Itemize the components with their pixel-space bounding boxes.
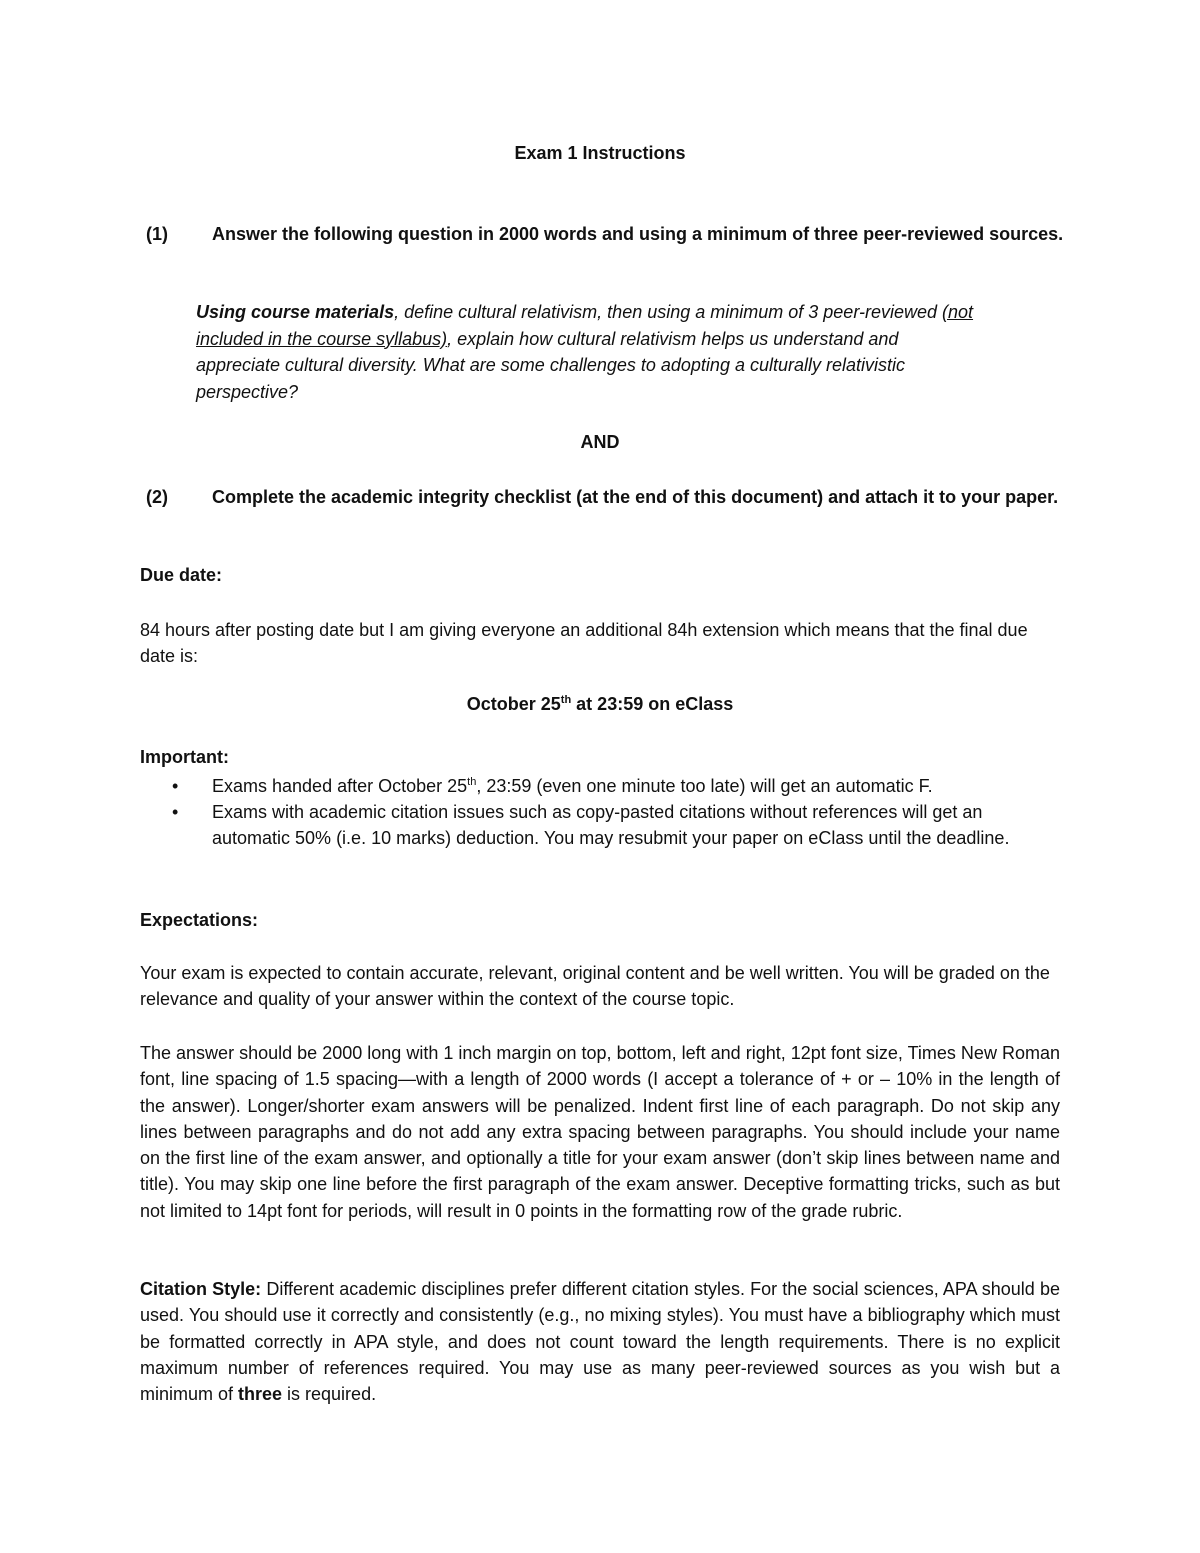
due-date-sup: th — [560, 694, 572, 706]
page-title: Exam 1 Instructions — [514, 143, 686, 163]
question-underlined: (not included in the course syllabus) — [196, 302, 974, 349]
citation-text-1: Different academic disciplines prefer different citation styles. For the social sciences, APA should be used. You should use it correctly and consistently (e.g., no mixing styles). You must have a bibliography which must be formatted correctly in APA style, and does not count toward the length requirements. There is no explicit maximum number of references required. You may use as many peer-reviewed sources as you wish but a minimum of — [140, 1279, 1060, 1405]
bullet-glyph: • — [172, 776, 179, 796]
instruction-item-1 — [146, 221, 1066, 248]
important-heading: Important: — [140, 747, 229, 767]
and-label: AND — [580, 432, 620, 452]
citation-style-paragraph — [140, 1276, 1060, 1407]
list-item — [168, 773, 1058, 799]
item-number: (2) — [146, 487, 168, 507]
question-lead: Using course materials — [196, 302, 395, 322]
expectations-paragraph-1: Your exam is expected to contain accurate, relevant, original content and be well written. You will be graded on the relevance and quality of your answer within the context of the course topic. — [140, 963, 1050, 1010]
due-date-heading: Due date: — [140, 565, 223, 585]
bullet-1-pre: Exams handed after October 25 — [212, 776, 468, 796]
bullet-2-text: Exams with academic citation issues such as copy-pasted citations without references will get an automatic 50% (i.e. 10 marks) deduction. You may resubmit your paper on eClass until the deadline. — [212, 802, 1010, 849]
citation-label: Citation Style: — [140, 1279, 262, 1299]
due-date-pre: October 25 — [466, 694, 561, 714]
instruction-item-2 — [146, 484, 1066, 511]
due-date-post: at 23:59 on eClass — [571, 694, 734, 714]
expectations-paragraph-2: The answer should be 2000 long with 1 inch margin on top, bottom, left and right, 12pt font size, Times New Roman font, line spacing of 1.5 spacing—with a length of 2000 words (I accept a tolerance of + or – 10% in the length of the answer). Longer/shorter exam answers will be penalized. Indent first line of each paragraph. Do not skip any lines between paragraphs and do not add any extra spacing between paragraphs. You should include your name on the first line of the exam answer, and optionally a title for your exam answer (don’t skip lines between name and title). You may skip one line before the first paragraph of the exam answer. Deceptive formatting tricks, such as but not limited to 14pt font for periods, will result in 0 points in the formatting row of the grade rubric. — [140, 1043, 1060, 1221]
item-text: Answer the following question in 2000 words and using a minimum of three peer-reviewed sources. — [212, 224, 1064, 244]
citation-text-2: is required. — [282, 1384, 377, 1405]
question-part-1: , define cultural relativism, then using a minimum of 3 peer-reviewed — [394, 302, 943, 322]
bullet-1-sup: th — [467, 776, 477, 788]
due-date-value — [0, 694, 1200, 715]
exam-question — [196, 299, 976, 405]
due-date-paragraph: 84 hours after posting date but I am giving everyone an additional 84h extension which means that the final due date is: — [140, 620, 1028, 667]
item-number: (1) — [146, 224, 168, 244]
list-item — [168, 799, 1058, 851]
bullet-1-post: , 23:59 (even one minute too late) will get an automatic F. — [476, 776, 933, 796]
bullet-glyph: • — [172, 802, 179, 823]
important-list — [168, 773, 1058, 852]
citation-bold-word: three — [238, 1384, 283, 1405]
item-text: Complete the academic integrity checklist (at the end of this document) and attach it to your paper. — [212, 487, 1059, 507]
question-part-2: , explain how cultural relativism helps us understand and appreciate cultural diversity. What are some challenges to adopting a culturally relativistic perspective? — [196, 328, 906, 402]
expectations-heading: Expectations: — [140, 910, 259, 930]
